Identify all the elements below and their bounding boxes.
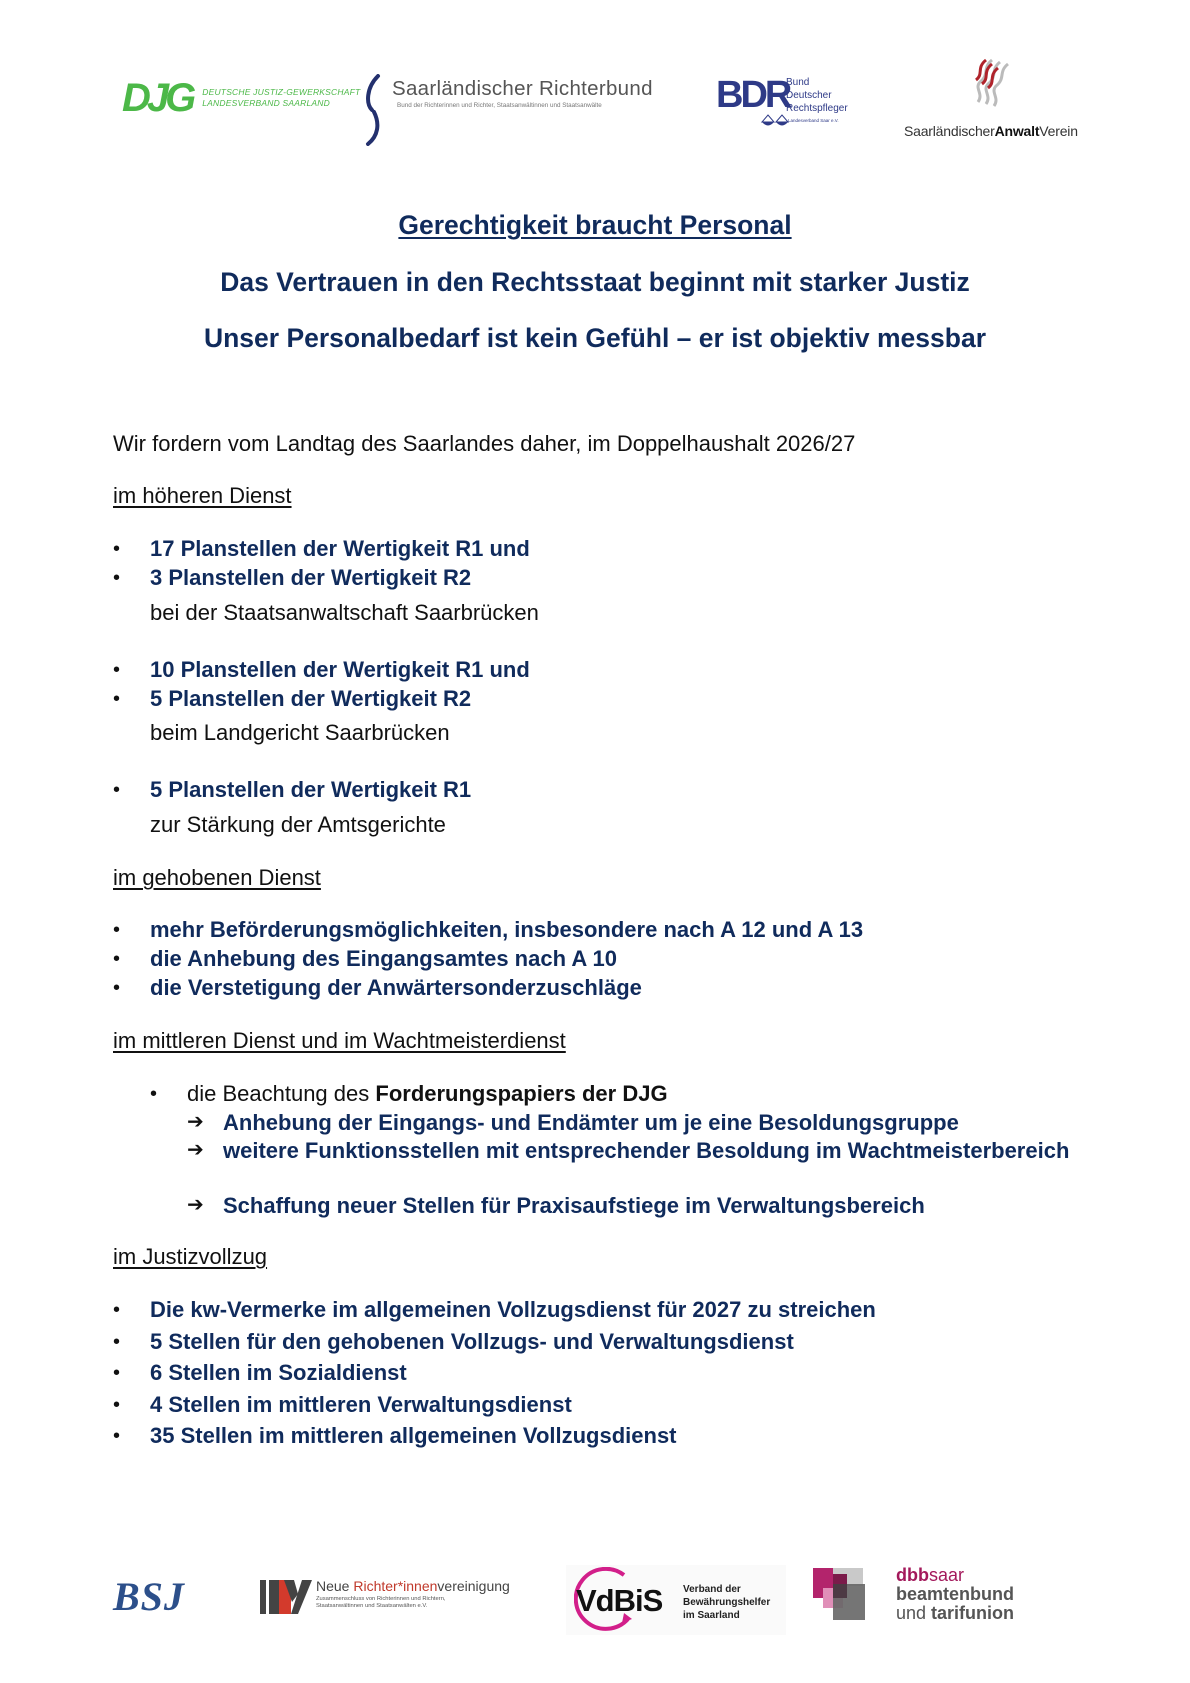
arrow-right-icon: ➔: [187, 1111, 204, 1133]
list-item-text: 6 Stellen im Sozialdienst: [150, 1360, 407, 1385]
arrow-item-text: weitere Funktionsstellen mit entsprechender Besoldung im Wachtmeisterbereich: [223, 1138, 1070, 1163]
intro-text: Wir fordern vom Landtag des Saarlandes daher, im Doppelhaushalt 2026/27: [113, 431, 856, 456]
richterbund-title: Saarländischer Richterbund: [392, 77, 653, 100]
bullet-icon: •: [113, 659, 121, 681]
nrv-title-part1: Neue: [316, 1578, 354, 1594]
bullet-icon: •: [113, 919, 121, 941]
bdr-line1: Bund: [786, 77, 810, 88]
djg-logo-text: [202, 87, 360, 109]
bullet-icon: •: [113, 779, 121, 801]
scales-icon: [761, 114, 789, 130]
section-heading-justizvollzug: im Justizvollzug: [113, 1244, 268, 1269]
list-item: [113, 917, 863, 943]
list-item: [150, 1081, 668, 1107]
subtitle-2: Unser Personalbedarf ist kein Gefühl – er ist objektiv messbar: [203, 323, 987, 353]
list-item: [113, 777, 471, 803]
anwaltverein-suffix: Verein: [1039, 123, 1078, 139]
bullet-icon: •: [113, 1299, 121, 1321]
dbb-squares-icon: [813, 1568, 865, 1620]
nrv-title-part2: Richter*innen: [353, 1578, 438, 1594]
vdbis-line2: Bewährungshelfer: [683, 1597, 771, 1608]
richterbund-subtitle: Bund der Richterinnen und Richter, Staatsanwältinnen und Staatsanwälte: [397, 102, 602, 109]
bullet-icon: •: [113, 1425, 121, 1447]
list-item-text: Die kw-Vermerke im allgemeinen Vollzugsdienst für 2027 zu streichen: [150, 1297, 876, 1322]
bullet-icon: •: [150, 1083, 158, 1105]
bullet-icon: •: [113, 567, 121, 589]
list-item: [113, 975, 642, 1001]
arrow-item: [187, 1137, 1077, 1164]
djg-paper-prefix: die Beachtung des: [187, 1081, 376, 1106]
dbb-line2: beamtenbund: [896, 1584, 1015, 1604]
nrv-subtitle: [316, 1596, 446, 1610]
list-item: [113, 657, 530, 683]
bullet-icon: •: [113, 1362, 121, 1384]
vdbis-mark: VdBiS: [576, 1583, 663, 1618]
list-item: [113, 1423, 677, 1449]
anwaltverein-logo: [904, 58, 1084, 143]
arrow-item: [187, 1192, 1077, 1219]
richterbund-arc-icon: [362, 74, 384, 146]
list-item: [113, 1392, 572, 1418]
dbb-text: [896, 1566, 1014, 1623]
vdbis-line3: im Saarland: [683, 1610, 740, 1621]
djg-logo-mark: DJG: [122, 76, 193, 120]
subtitle-1: Das Vertrauen in den Rechtsstaat beginnt mit starker Justiz: [220, 267, 970, 297]
arrow-item-text: Anhebung der Eingangs- und Endämter um je eine Besoldungsgruppe: [223, 1110, 959, 1135]
dbb-line3-bold: tarifunion: [931, 1603, 1015, 1623]
section-heading-mittlerer-dienst: im mittleren Dienst und im Wachtmeisterdienst: [113, 1028, 566, 1053]
arrow-item: [187, 1109, 1077, 1136]
bullet-icon: •: [113, 1331, 121, 1353]
list-item-text: 5 Planstellen der Wertigkeit R2: [150, 686, 472, 711]
group-note: bei der Staatsanwaltschaft Saarbrücken: [150, 600, 539, 625]
anwaltverein-prefix: Saarländischer: [904, 123, 995, 139]
bdr-logo-text: [786, 76, 848, 115]
list-item-text: mehr Beförderungsmöglichkeiten, insbesondere nach A 12 und A 13: [150, 917, 864, 942]
dbb-logo: [813, 1565, 1033, 1628]
dbb-mark: dbb: [896, 1565, 929, 1585]
list-item-text: 3 Planstellen der Wertigkeit R2: [150, 565, 472, 590]
bdr-logo: [716, 76, 866, 131]
section-heading-gehobener-dienst: im gehobenen Dienst: [113, 865, 321, 890]
list-item: [113, 536, 530, 562]
nrv-title: [316, 1578, 510, 1594]
dbb-saar: saar: [929, 1565, 965, 1585]
bullet-icon: •: [113, 948, 121, 970]
list-item-text: 5 Stellen für den gehobenen Vollzugs- und Verwaltungsdienst: [150, 1329, 794, 1354]
arrow-item-text: Schaffung neuer Stellen für Praxisaufstiege im Verwaltungsbereich: [223, 1193, 925, 1218]
dbb-line3-prefix: und: [896, 1603, 932, 1623]
djg-logo-line1: DEUTSCHE JUSTIZ-GEWERKSCHAFT: [202, 87, 361, 97]
vdbis-text: [683, 1583, 770, 1622]
nrv-logo: [260, 1578, 520, 1618]
anwaltverein-text: [904, 123, 1078, 139]
djg-paper-bold: Forderungspapiers der DJG: [375, 1081, 668, 1106]
bdr-line2: Deutscher: [786, 90, 832, 101]
section-heading-hoeherer-dienst: im höheren Dienst: [113, 483, 292, 508]
nrv-title-part3: vereinigung: [437, 1578, 510, 1594]
list-item-text: die Verstetigung der Anwärtersonderzuschläge: [150, 975, 642, 1000]
list-item: [113, 1297, 876, 1323]
list-item-text: 10 Planstellen der Wertigkeit R1 und: [150, 657, 530, 682]
arrow-right-icon: ➔: [187, 1194, 204, 1216]
anwaltverein-bold: Anwalt: [994, 123, 1040, 139]
list-item-text: 35 Stellen im mittleren allgemeinen Vollzugsdienst: [150, 1423, 677, 1448]
list-item: [113, 1360, 407, 1386]
list-item: [113, 1329, 794, 1355]
nrv-sub2: Staatsanwältinnen und Staatsanwälten e.V.: [316, 1603, 428, 1609]
page-title: Gerechtigkeit braucht Personal: [398, 210, 792, 240]
list-item: [113, 686, 471, 712]
bdr-logo-mark: BDR: [716, 74, 790, 116]
djg-logo-line2: LANDESVERBAND SAARLAND: [202, 98, 330, 108]
bsj-logo: BSJ: [113, 1574, 185, 1619]
list-item-text: 5 Planstellen der Wertigkeit R1: [150, 777, 472, 802]
group-note: zur Stärkung der Amtsgerichte: [150, 812, 446, 837]
nrv-sub1: Zusammenschluss von Richterinnen und Richtern,: [316, 1596, 446, 1602]
bullet-icon: •: [113, 538, 121, 560]
arrow-right-icon: ➔: [187, 1139, 204, 1161]
bdr-line3: Rechtspfleger: [786, 103, 848, 114]
list-item: [113, 565, 471, 591]
bullet-icon: •: [113, 1394, 121, 1416]
vdbis-line1: Verband der: [683, 1584, 741, 1595]
group-note: beim Landgericht Saarbrücken: [150, 720, 450, 745]
list-item-text: 17 Planstellen der Wertigkeit R1 und: [150, 536, 530, 561]
djg-logo: [122, 78, 360, 118]
anwaltverein-waves-icon: [972, 58, 1016, 110]
list-item-text: die Anhebung des Eingangsamtes nach A 10: [150, 946, 617, 971]
bdr-small-text: Landesverband Saar e.V.: [788, 118, 839, 123]
nrv-mark-icon: [260, 1580, 312, 1614]
bullet-icon: •: [113, 688, 121, 710]
richterbund-logo: [362, 74, 682, 149]
list-item: [113, 946, 617, 972]
vdbis-logo: [566, 1565, 786, 1635]
list-item-text: 4 Stellen im mittleren Verwaltungsdienst: [150, 1392, 572, 1417]
bullet-icon: •: [113, 977, 121, 999]
